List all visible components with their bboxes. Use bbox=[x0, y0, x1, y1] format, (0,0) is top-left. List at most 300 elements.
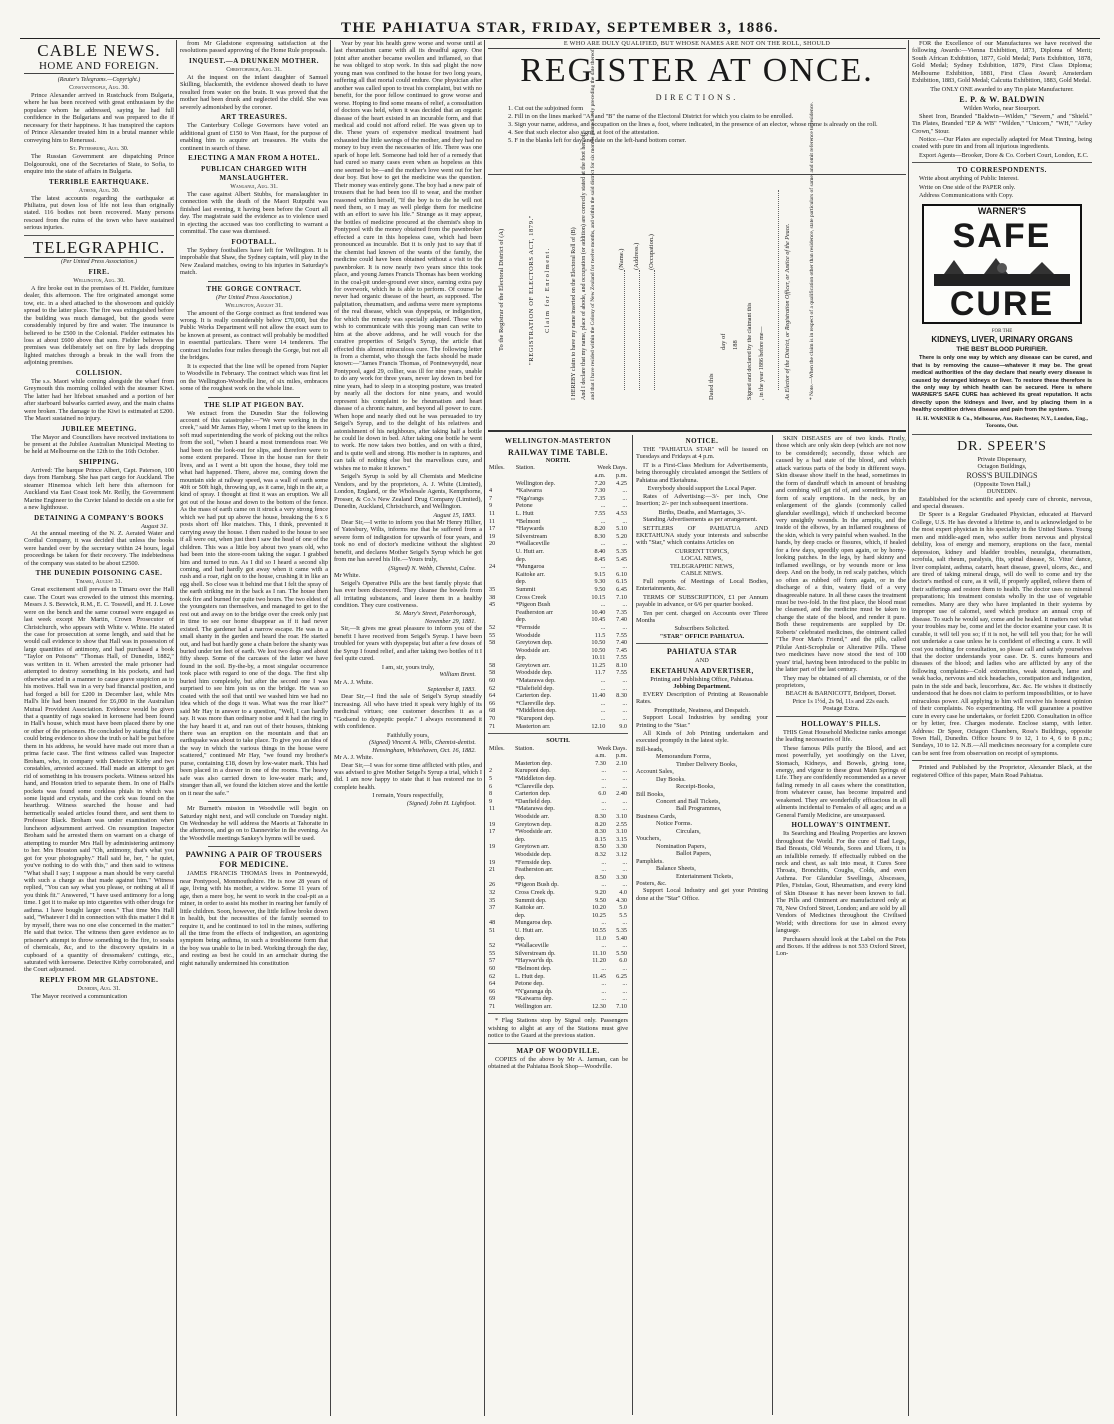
form-elector-field bbox=[778, 190, 779, 390]
register-step: 1. Cut out the subjoined form bbox=[508, 105, 584, 112]
timetable-row bbox=[488, 950, 628, 958]
dateline: Athens, Aug. 30. bbox=[78, 187, 120, 194]
section-title-cable-news: CABLE NEWS. bbox=[37, 41, 161, 60]
headline: FIRE. bbox=[88, 267, 110, 276]
timetable-ampm: p.m. bbox=[615, 472, 627, 480]
timetable-cell: 8.40 bbox=[594, 547, 606, 555]
timetable-cell: Woodside arr. bbox=[514, 813, 550, 821]
timetable-row bbox=[488, 548, 628, 556]
notice-paragraph: Support Local Industries by sending your Printing to the "Star." bbox=[636, 714, 768, 729]
timetable-cell: ... bbox=[622, 699, 627, 707]
printing-items-list bbox=[636, 746, 768, 888]
timetable-cell: *Fernside bbox=[515, 623, 541, 631]
timetable-row bbox=[488, 639, 628, 647]
timetable-cell: 8.20 bbox=[594, 525, 606, 533]
headline: ART TREASURES. bbox=[220, 113, 288, 122]
letter-body: Dear Sir,—I was for some time afflicted with piles, and was advised to give Mother Seigel's Syrup a trial, which I did. I am now happy to state that it has restored me to complete health. bbox=[334, 761, 482, 791]
timetable-cell: *Wallaceville bbox=[514, 942, 549, 950]
timetable-cell: 5.0 bbox=[619, 904, 627, 912]
form-act-title: "REGISTRATION OF ELECTORS ACT, 1879." bbox=[528, 214, 535, 366]
timetable-row bbox=[488, 897, 628, 905]
timetable-cell: 6.25 bbox=[616, 972, 627, 980]
timetable-cell: 7.30 bbox=[595, 759, 606, 767]
section-rule bbox=[208, 281, 300, 282]
article-paragraph: Year by year his health grew worse and worse until at last rheumatism came with all its dreadful agony. One joint after another became swollen and inflamed, so that he was obliged to stop work. In this sad plight the now young man was confined to the house for two long years, suffering all that mortal could endure. One physician after another was called upon to treat his complaint, but with no benefit, for the poor fellow continued to grow worse and worse. Hoping to find some means of relief, a consultation of doctors was held, when it was decided that an organic disease of the heart existed in an incurable form, and that medical aid could not afford relief. He was given up to die. These years of expensive medical treatment had exhausted the little savings of the mother, and they had no money to buy even the necessaries of life. There was one spark of hope left. Someone had told her of a remedy that had cured so many cases even when as hopeless as this one seemed to be—and the mother's love went out for her dear boy. But how to get the medicine was the question. Their money was entirely gone. The boy had a new pair of trousers that he had been too ill to wear, and the mother reasoned within herself, "If the boy is to die he will not need them, so I may as well pledge them for medicine with an effort to save his life." Strange as it may appear, the bottles of medicine procured at the chemist's shop in Pontypool with the money obtained from the pawnbroker effected a cure in this hopeless case, which had been pronounced as incurable. But it is only just to say that if the chemist had known of the wants of the family, the medicine could have been obtained without a visit to the pawnbroker. It is now nearly two years since this took place, and young James Francis Thomas has been working in the coal-pit under-ground ever since, earning extra pay for overwork, which he is able to perform. Of course he never had organic disease of the heart, as supposed. The palpitation, rheumatism, and asthma were mere symptoms of the real disease, which was dyspepsia, or indigestion, for which the remedy was specially adapted. Those who wish to communicate with this young man can write to him at the above address, and he will vouch for the curative properties of Seigel's Syrup, the article that effected this almost miraculous cure. The following letter is from a chemist, who though the facts should be made known:—"James Francis Thomas, of Pontnewynydd, near Pontypool, aged 29, collier, was ill for nine years, unable to do any work for three years, never lay down in bed for nine years, had to sleep in a stooping posture, was treated by nearly all the doctors for nine years, and would represent his complaint to be rheumatism and heart disease of a chronic nature, and beyond all power to cure. When hope and nearly died out he was persuaded to try Seigel's Syrup, and to the delight of his relatives and astonishment of his neighbours, after taking half a bottle he could lie down in bed. After taking one bottle he went to work. He now takes two bottles, and on with a third, and is quite well and strong. His mother is in raptures, and can talk of nothing else but the marvellous cure, and wishes me to make it known." bbox=[334, 40, 482, 472]
timetable-cell: Greytown arr. bbox=[515, 661, 551, 669]
timetable-cell: 10.25 bbox=[592, 911, 606, 919]
headline: TERRIBLE EARTHQUAKE. bbox=[49, 177, 149, 186]
column-6 bbox=[912, 40, 1092, 1416]
timetable-row bbox=[488, 919, 628, 927]
timetable-cell: 11.10 bbox=[592, 949, 606, 957]
headline: INQUEST.—A DRUNKEN MOTHER. bbox=[189, 56, 319, 65]
notice-paragraph: Ten per cent. charged on Accounts over Three Months bbox=[636, 609, 768, 624]
timetable-cell: 7.20 bbox=[594, 479, 606, 487]
timetable-cell: 9 bbox=[489, 797, 493, 805]
star-heading: Printing and Publishing Office, Pahiatua. bbox=[650, 675, 754, 683]
timetable-cell: 3.10 bbox=[616, 828, 627, 836]
form-dated: Dated this bbox=[708, 373, 715, 400]
timetable-cell bbox=[488, 548, 515, 556]
timetable-row bbox=[488, 616, 628, 624]
timetable-cell: dep. bbox=[514, 911, 526, 919]
timetable-cell: 58 bbox=[489, 661, 496, 669]
timetable-cell: Woodside arr. bbox=[515, 646, 550, 654]
timetable-cell: 7.30 bbox=[594, 487, 606, 495]
timetable-cell: *Haywar'ds dp. bbox=[514, 957, 554, 965]
timetable-cell: ... bbox=[600, 601, 606, 609]
ad-headline: THE BEST BLOOD PURIFIER. bbox=[956, 346, 1048, 354]
timetable-cell: 12.30 bbox=[592, 1002, 606, 1010]
timetable-row bbox=[488, 624, 628, 632]
form-occupation-label: (Occupation.) bbox=[648, 234, 655, 270]
timetable-head: Week Days. bbox=[597, 744, 627, 752]
notice-paragraph: IT is a First-Class Medium for Advertisements, being thoroughly circulated amongst the Settlers of Pahiatua and Eketahuna. bbox=[636, 461, 768, 484]
timetable-cell: 11 bbox=[489, 510, 495, 518]
timetable-cell: ... bbox=[622, 919, 627, 927]
timetable-cell: 5.50 bbox=[616, 949, 627, 957]
timetable-cell: ... bbox=[622, 782, 627, 790]
timetable-cell: 7.55 bbox=[616, 669, 627, 677]
timetable-row bbox=[488, 828, 628, 836]
timetable-cell: 11.0 bbox=[595, 934, 606, 942]
article-paragraph: The amount of the Gorge contract as first tendered was wrong. It is really considerably below £70,000, but the Public Works Department will not allow the exact sum to be known at present, as contract will probably be modified in essential particulars. There were 14 tenderers. The contract includes four miles through the Gorge, but not all the bridges. bbox=[180, 309, 328, 362]
timetable-row bbox=[488, 866, 628, 874]
printing-item: Pamphlets. bbox=[636, 857, 664, 865]
timetable-cell: ... bbox=[622, 502, 627, 510]
speer-heading: DR. SPEER'S bbox=[957, 438, 1047, 454]
printing-item: Concert and Ball Tickets, bbox=[656, 798, 721, 806]
timetable-cell: 45 bbox=[489, 601, 496, 609]
timetable-row bbox=[488, 669, 628, 677]
star-heading: Jobbing Department. bbox=[673, 683, 731, 691]
timetable-cell: 62 bbox=[489, 972, 496, 980]
timetable-cell: ... bbox=[622, 866, 627, 874]
timetable-south-table bbox=[488, 745, 628, 1011]
timetable-cell: ... bbox=[601, 858, 606, 866]
timetable-cell: 8.30 bbox=[616, 692, 627, 700]
timetable-row bbox=[488, 495, 628, 503]
timetable-row bbox=[488, 510, 628, 518]
timetable-row bbox=[488, 790, 628, 798]
timetable-cell: Woodside dep. bbox=[514, 851, 552, 858]
timetable-cell: ... bbox=[601, 995, 606, 1003]
section-rule bbox=[488, 1043, 628, 1044]
timetable-cell: ... bbox=[601, 964, 606, 972]
timetable-cell: 9.20 bbox=[595, 888, 606, 896]
timetable-cell: Summit dep. bbox=[514, 896, 547, 904]
dateline: Wellington, August 31. bbox=[225, 302, 283, 309]
article-paragraph: Seigel's Syrup is sold by all Chemists and Medicine Vendors, and by the proprietors, A. J. White (Limited), London, England, or the Wholesale Agents, Kempthorne, Prosser, & Co.'s New Zealand Drug Company (Limited), Dunedin, Auckland, Christchurch, and Wellington. bbox=[334, 473, 482, 511]
column-divider bbox=[330, 40, 331, 1416]
skin-column bbox=[776, 435, 906, 1415]
timetable-cell: 12.10 bbox=[591, 722, 606, 730]
timetable-row bbox=[488, 935, 628, 943]
form-bottom-rule bbox=[488, 430, 906, 432]
timetable-cell: Woodside dep. bbox=[515, 669, 553, 677]
timetable bbox=[488, 435, 628, 1415]
notice-paragraph: Support Local Industry and get your Printing done at the "Star" Office. bbox=[636, 887, 768, 902]
register-step: 2. Fill in on the lines marked "A" and "B" the name of the Electoral District for which you claim to be enrolled. bbox=[508, 113, 794, 120]
article-paragraph: We extract from the Dunedin Star the following account of this catastrophe:—"We were working in the creek," said Mr James Hay, whom I met up to the knees in soft mud superintending the work of picking out the relics from the soil, "when I heard a most tremendous roar. We had been on the look-out for slips, and therefore were to some extent prepared. Those in the house ran for their lives, and as I went a bit upon the house, they told me what had happened. There, above me, coming down the mountain side at railway speed, was a wall of earth some 40ft or 50ft high, throwing up, as it came, high in the air, a kind of spray. I thought at first it was an eruption. We all got out of the house and down to the bottom of the fence. As the mass of earth came on it struck a very strong fence which we had put up above the house, breaking the 6 x 6 posts short off like matches. This, I think, prevented it carrying away the house. I then rushed to the house to see if all were out, when just then I saw the head of one of the children. This was a little boy about two years old, who had been into the store-room taking the sugar. I grabbed him and turned to run. As I did so I heard a second slip coming, and had hardly got away when it came with a rush and a roar, right on to the house, crushing it in like an egg shell. So close was it behind me that I felt the spray of the earth striking me in the back as I ran. The house then took fire and burned for quite two hours. The two eldest of the youngsters ran themselves, and managed to get to the rest out and away on to the bridge over the creek only just in time to see our home disappear as if it had never existed. The gardener had a narrow escape. He was in a small shanty in the garden and heard the roar. He started out, and had but hardly gone a chain before the shanty was buried under ten feet of earth. We lost two dogs and about fifty sheep. Some of the carcases of the latter we have found in the soil. By-the-by, a most singular occurrence took place with regard to one of the dogs. The first slip buried him completely, but after the second one I was surprised to see him join us on the bridge. He was so coated with the soil that until we washed him we had no idea which of the dogs it was. What was the roar like?" said Mr Hay in answer to a question, "Well, I can hardly say. It was more than ordinary noise and it had the ring in the hay heard it at, and ran out of their houses, thinking there was an eruption on the mountain and that an earthquake was about to take place. To give you an idea of the way in which the various things in the house were scattered," continued Mr Hay, "we found my brother's purse, containing £18, down by low-water mark. This had been placed in a drawer in one of the rooms. The heavy safe was also carried down to low-water mark; and, stranger than all, we found the kitchen stove and the kettle on it near the safe." bbox=[180, 409, 328, 797]
timetable-row bbox=[488, 571, 628, 579]
timetable-cell: ... bbox=[601, 775, 606, 783]
ad-cure: CURE bbox=[949, 284, 1055, 323]
column-2 bbox=[180, 40, 328, 1416]
timetable-cell: 7.55 bbox=[616, 654, 627, 662]
timetable-cell: 20 bbox=[489, 540, 496, 548]
ad-paragraph: Write on One side of the PAPER only. bbox=[919, 183, 1016, 191]
timetable-cell: 5.10 bbox=[616, 525, 627, 533]
timetable-cell: *Kaiwarra bbox=[515, 487, 542, 495]
form-signed: Signed and declared by the claimant this bbox=[747, 302, 753, 400]
ad-heading: Wilden Works, near Stourport. bbox=[963, 105, 1041, 113]
timetable-cell: Silverstream bbox=[515, 532, 548, 540]
timetable-row bbox=[488, 594, 628, 602]
timetable-row bbox=[488, 874, 628, 882]
timetable-cell: 11.40 bbox=[591, 692, 606, 700]
timetable-cell: ... bbox=[600, 517, 606, 525]
timetable-cell: 8.45 bbox=[594, 555, 606, 563]
timetable-cell: *Kaiwarra dep. bbox=[514, 995, 554, 1003]
letter-signature: (Signed) N. Webb, Chemist, Calne. bbox=[388, 564, 476, 572]
timetable-cell: 9.30 bbox=[594, 578, 606, 586]
timetable-cell: Wellington arr. bbox=[514, 1002, 552, 1010]
timetable-cell: Featherston arr bbox=[515, 608, 554, 616]
credit-line: (Per United Press Association.) bbox=[61, 258, 137, 265]
article-paragraph: The latest accounts regarding the earthquake at Philiatra, put down loss of life not less than originally stated. 116 bodies not been recovered. Many persons rescued from the ruins of the town who have sustained serious injuries. bbox=[24, 194, 174, 232]
timetable-ampm: a.m. bbox=[595, 752, 606, 760]
timetable-row bbox=[488, 525, 628, 533]
headline: JUBILEE MEETING. bbox=[61, 424, 137, 433]
form-top-rule bbox=[488, 174, 906, 175]
ad-heading: HOLLOWAY'S PILLS. bbox=[801, 719, 881, 728]
notice-paragraph: Everybody should support the Local Paper. bbox=[647, 485, 757, 493]
timetable-cell: 52 bbox=[489, 942, 496, 950]
timetable-cell: ... bbox=[601, 987, 606, 995]
timetable-cell: 19 bbox=[489, 820, 496, 828]
timetable-cell: 4.30 bbox=[616, 896, 627, 904]
timetable-cell: 58 bbox=[489, 639, 496, 647]
timetable-cell: 10.20 bbox=[592, 904, 606, 912]
timetable-cell: 9.15 bbox=[594, 570, 606, 578]
printing-item: Memorandum Forms, bbox=[656, 753, 711, 761]
timetable-cell: 26 bbox=[489, 881, 496, 889]
ad-paragraph: FOR the Excellence of our Manufactures we have received the following Awards:—Vienna Exhibition, 1873, Diploma of Merit; South African Exhibition, 1877, Gold Medal; Paris Exhibition, 1878, Gold Medal; Sydney Exhibition, 1879, First Class Diploma; Melbourne Exhibition, 1881, First Class Award; Amsterdam Exhibition, 1883, Gold Medal; Calcutta Exhibition, 1883, Gold Medal. bbox=[912, 40, 1092, 85]
section-rule bbox=[636, 643, 768, 644]
timetable-row bbox=[488, 798, 628, 806]
timetable-cell: 9 bbox=[489, 502, 493, 510]
star-heading: AND bbox=[695, 657, 709, 665]
timetable-cell: 4.0 bbox=[619, 888, 627, 896]
column-divider bbox=[632, 435, 633, 1415]
letter-address: St. Mary's Street, Peterborough, bbox=[395, 610, 476, 618]
timetable-cell: *Clareville dep. bbox=[515, 699, 556, 707]
printing-item: Account Sales, bbox=[636, 768, 674, 776]
timetable-row bbox=[488, 904, 628, 912]
timetable-cell bbox=[488, 616, 515, 624]
timetable-cell: 57 bbox=[489, 957, 496, 965]
article-paragraph: At the inquest on the infant daughter of Samuel Skilling, blacksmith, the evidence showed death to have resulted from water on the brain. It was proved that the mother had been drunk and neglected the child. She was severely admonished by the coroner. bbox=[180, 73, 328, 111]
printing-item: Notice Forms. bbox=[656, 820, 693, 828]
timetable-cell: Featherston arr. bbox=[514, 866, 554, 874]
ad-heading: E. P. & W. BALDWIN bbox=[959, 95, 1045, 105]
timetable-row bbox=[488, 775, 628, 783]
timetable-row bbox=[488, 707, 628, 715]
timetable-cell bbox=[488, 836, 514, 844]
ad-paragraph: Price 1s 1½d, 2s 9d, 11s and 22s each. bbox=[792, 697, 890, 705]
timetable-cell: 10.55 bbox=[592, 926, 606, 934]
timetable-cell: *N'garanga dp. bbox=[514, 987, 553, 995]
dateline: St. Petersburg, Aug. 30. bbox=[69, 146, 129, 153]
form-year: 188 bbox=[732, 340, 739, 350]
timetable-cell: 68 bbox=[489, 707, 496, 715]
timetable-cell bbox=[488, 571, 515, 579]
article-paragraph: At the annual meeting of the N. Z. Aerated Water and Cordial Company, it was decided that unless the books were handed over by the secretary within 24 hours, legal proceedings be taken for their recovery. The indebtedness of the company was stated to be about £2500. bbox=[24, 530, 174, 567]
timetable-cell: 19 bbox=[489, 858, 496, 866]
ad-paragraph: Established for the scientific and speedy cure of chronic, nervous, and special diseases. bbox=[912, 495, 1092, 510]
ad-paragraph: Postage Extra. bbox=[822, 705, 860, 713]
timetable-cell: 8.20 bbox=[595, 820, 606, 828]
speer-heading: ROSS'S BUILDINGS bbox=[966, 470, 1038, 480]
timetable-south: SOUTH. bbox=[546, 737, 570, 745]
printing-item: Bill-heads, bbox=[636, 745, 664, 753]
timetable-row bbox=[488, 767, 628, 775]
notice-paragraph: TERMS OF SUBSCRIPTION, £1 per Annum payable in advance, or 6/6 per quarter booked. bbox=[636, 593, 768, 609]
timetable-cell: 35 bbox=[489, 896, 496, 904]
notice-paragraph: All Kinds of Job Printing undertaken and executed promptly in the latest style. bbox=[636, 729, 768, 745]
printing-item: Ball Programmes, bbox=[676, 805, 722, 813]
letter-recipient: Mr White. bbox=[334, 572, 361, 580]
timetable-cell: ... bbox=[622, 601, 627, 609]
timetable-subtitle: RAILWAY TIME TABLE. bbox=[508, 448, 608, 457]
column-divider bbox=[908, 40, 909, 1416]
timetable-cell: 11.5 bbox=[594, 631, 606, 639]
notice-paragraph: "STAR" OFFICE PAHIATUA. bbox=[659, 632, 745, 640]
timetable-cell: ... bbox=[600, 715, 606, 723]
timetable-cell: 62 bbox=[489, 684, 496, 692]
ad-paragraph: The ONLY ONE awarded to any Tin plate Manufacturer. bbox=[930, 85, 1074, 93]
timetable-cell: 5.35 bbox=[616, 547, 627, 555]
ad-paragraph: Write about anything of Public Interest. bbox=[919, 175, 1019, 183]
register-top-line: E WHO ARE DULY QUALIFIED, BUT WHOSE NAMES ARE NOT ON THE ROLL, SHOULD bbox=[488, 40, 906, 49]
timetable-row bbox=[488, 715, 628, 723]
timetable-cell: ... bbox=[601, 797, 606, 805]
form-hereby: I HEREBY claim to have my name inserted on the Electoral Roll of (B) bbox=[571, 227, 577, 400]
timetable-row bbox=[488, 677, 628, 685]
register-steps bbox=[508, 105, 906, 145]
printing-item: Bill Books, bbox=[636, 790, 665, 798]
timetable-cell bbox=[488, 609, 515, 617]
timetable-cell: ... bbox=[622, 494, 627, 502]
timetable-cell: 8.50 bbox=[595, 873, 606, 881]
ad-paragraph: Notice.—Our Plates are especially adapted for Meat Tinning, being coated with pure tin and from all injurious ingredients. bbox=[912, 135, 1092, 151]
form-signed-year: , in the year 1886 before me— bbox=[759, 326, 765, 400]
ad-paragraph: Export Agents—Brooker, Dore & Co. Corbert Court, London, E.C. bbox=[919, 151, 1089, 159]
timetable-row bbox=[488, 973, 628, 981]
printing-item: Entertainment Tickets, bbox=[676, 872, 734, 880]
timetable-cell: ... bbox=[600, 699, 606, 707]
timetable-cell: ... bbox=[622, 677, 627, 685]
ad-paragraph: THIS Great Household Medicine ranks amongst the leading necessaries of life. bbox=[776, 728, 906, 744]
timetable-cell: ... bbox=[601, 782, 606, 790]
timetable-cell: 66 bbox=[489, 699, 496, 707]
headline: SHIPPING. bbox=[78, 457, 120, 466]
section-subtitle: HOME AND FOREIGN. bbox=[24, 60, 174, 74]
timetable-row bbox=[488, 912, 628, 920]
timetable-cell: 11.25 bbox=[591, 661, 606, 669]
timetable-cell: 7.40 bbox=[616, 616, 627, 624]
timetable-cell: ... bbox=[622, 805, 627, 813]
timetable-cell: 58 bbox=[489, 669, 496, 677]
article-paragraph: The s.s. Maori while coming alongside the wharf from Greymouth this morning collided with the steamer Kiwi. The latter had her lifeboat smashed and a portion of her after starboard bulwarks carried away, and the main chains were broken. The damage to the Kiwi is estimated at £200. The Maori sustained no injury. bbox=[24, 377, 174, 423]
timetable-cell: *Matarawa dep. bbox=[514, 805, 555, 813]
headline: FOOTBALL. bbox=[231, 237, 277, 246]
timetable-north-rows bbox=[488, 480, 628, 731]
timetable-cell: dep. bbox=[515, 654, 527, 662]
timetable-cell: dep. bbox=[514, 835, 526, 843]
timetable-cell: ... bbox=[600, 684, 606, 692]
timetable-cell: 71 bbox=[489, 722, 496, 730]
timetable-cell: 6.45 bbox=[616, 585, 627, 593]
safe-illustration bbox=[934, 256, 1070, 286]
ad-paragraph: These famous Pills purify the Blood, and act most powerfully, yet soothingly on the Liver, Stomach, Kidneys, and Bowels, giving tone, energy, and vigour to these great Main Springs of Life. They are confidently recommended as a never failing remedy in all cases where the constitution, from whatever cause, has become impaired and weakened. They are wonderfully efficacious in all ailments incidental to Females of all ages; and as a General Family Medicine, are unsurpassed. bbox=[776, 744, 906, 819]
timetable-cell: 7.10 bbox=[616, 1002, 627, 1010]
timetable-cell: *Clareville dep. bbox=[514, 782, 555, 790]
timetable-cell: 19 bbox=[489, 843, 496, 851]
headline: THE SLIP AT PIGEON BAY. bbox=[203, 400, 304, 409]
timetable-cell: Woodside bbox=[515, 631, 541, 639]
timetable-row bbox=[488, 632, 628, 640]
timetable-row bbox=[488, 805, 628, 813]
letter-signature: William Brent. bbox=[439, 671, 476, 679]
printing-item: Day Books. bbox=[656, 775, 686, 783]
masthead-rule bbox=[20, 38, 1100, 39]
timetable-cell: *Pigeon Bush bbox=[515, 601, 551, 609]
timetable-row bbox=[488, 988, 628, 996]
timetable-row bbox=[488, 609, 628, 617]
timetable-row bbox=[488, 487, 628, 495]
ad-paragraph: They may be obtained of all chemists, or of the proprietors, bbox=[776, 674, 906, 689]
timetable-cell: 8.30 bbox=[595, 828, 606, 836]
article-paragraph: Great excitement still prevails in Timaru over the Hall case. The Court was crowded to the utmost this morning. Messrs J. S. Beswick, R.M., E. C. Tosswill, and H. J. Lowe were on the bench and the same counsel were engaged as last week except Mr Martin, Crown Prosecutor of Christchurch, who appears with White v. White. He stated the case for prosecution at some length, and said that he would call evidence to show that Hall was in possession of large quantities of antimony, and had purchased a book "Taylor on Poisons" "Thomas Hall, of Dunedin, 1882," was written in it. When arrested the male prisoner had attempted to destroy something in his pockets, and had otherwise acted in a manner to cause grave suspicion as to his motives. Hall was in a very bad financial position, and had forged a bill for £200 in December last, while Mrs Hall's life had been insured for £6,000 in the Australian Mutual Provident Association. Evidence would be given that a quantity of rags soaked in kerosene had been found in Hall's house, which must have been placed there by one or other of the prisoners. He concluded by stating that if he could bring evidence to show the truth or half be put before them in his address, he would have made out more than a prima facie case. The first witness called was Inspector Broham, who, in company with Detective Kirby and two constables, arrested accused. Hall made an attempt to get rid of something in his trousers pockets. Witness seized his hand, and Houston tried to separate them. In one of Hall's pockets was found some corkless phials in which was some liquid and crystals, and the cork was found on the hearthrug. Witness searched the house and had hermetically sealed articles found there, and sent them to Professor Black. Broham was under examination when luncheon adjournment arrived. On resumption Inspector Broham said he arrested them on warrant on a charge of attempting to murder Mrs Hall by administering antimony to her. Mrs Houston said "Oh, antimony, that's what you got for your photography." Hall said he, her, " he quiet, you've nothing to do with this," and then said to witness "What shall I say; I suppose a man should be very careful with such a charge as that made against him." Witness replied, "You can say what you please, or nothing at all if you think fit." Answered, "I have used antimony for a long time. I got it to make up into cigarettes with other drugs for asthma. I have bought larger ones." That time Mrs Hall said, "Whatever I did in connection with this matter I did it by myself, there was no one else concerned in the matter." He said that twice. The witness then gave evidence as to prisoner's attempt to throw something to the fire, to soaks of chemicals, &c, and to the discovery upstairs in a cupboard of a quantity of dressmakers' cuttings, etc., saturated with kerosene. Detective Kirby corroborated, and the Court adjourned. bbox=[24, 586, 174, 974]
timetable-cell: ... bbox=[601, 767, 606, 775]
letter-body: Dear Sir,—I write to inform you that Mr Henry Hillier, of Yatesbury, Wilts, informs me that he suffered from a severe form of indigestion for upwards of four years, and took no end of doctor's medicine without the slightest benefit, and declares Mother Seigel's Syrup which he got from me has saved his life.—Yours truly, bbox=[334, 519, 482, 564]
timetable-cell: Masterton arr. bbox=[515, 722, 551, 730]
printing-item: Ballot Papers, bbox=[676, 850, 712, 858]
timetable-cell: 2.40 bbox=[616, 790, 627, 798]
letter-recipient: Mr A. J. White. bbox=[334, 754, 374, 762]
timetable-cell: *Dalefield dep. bbox=[515, 684, 554, 692]
timetable-row bbox=[488, 556, 628, 564]
notice-paragraph: Subscribers Solicited. bbox=[674, 625, 730, 633]
form-occupation-field bbox=[654, 270, 655, 390]
register-step: 3. Sign your name, address, and occupation on the lines a, foot, where indicated, in the presence of an elector, whose name is already on the roll. bbox=[508, 121, 878, 128]
timetable-cell: 5 bbox=[489, 775, 493, 783]
timetable-cell: Kuruponi dep. bbox=[514, 767, 551, 775]
timetable-cell: Masterton dep. bbox=[514, 759, 553, 767]
section-rule bbox=[912, 162, 1092, 163]
timetable-cell bbox=[488, 556, 515, 564]
timetable-cell: U. Hutt arr. bbox=[514, 926, 544, 934]
section-rule bbox=[24, 235, 174, 236]
timetable-head: Week Days. bbox=[597, 464, 627, 472]
timetable-cell: 7.10 bbox=[616, 593, 627, 601]
article-paragraph: The Russian Government are dispatching Prince Dolgourouki, one of the Secretaries of State, to Sofia, to enquire into the state of affairs in Bulgaria. bbox=[24, 153, 174, 176]
ad-paragraph: SKIN DISEASES are of two kinds. Firstly, those which are only skin deep (which are not now to be considered); secondly, those which are caused by a bad state of the blood, and which attack various parts of the body in different ways. Skin disease show itself in the head, sometimes in the form of dandruff which in amount of brushing and combing will get rid of, and sometimes in the form of scaly eruptions. In the neck, by an enlargement of the glands (commonly called glandular swellings), which if unchecked become very unsightly wounds. In the armpits, and the inside of the elbows, by an inflamed roughness of the skin, which is very painful when washed. In the hands, by deep cracks or fissures, which, if healed for a few days, speedily open again, or by horny-looking patches. In the legs, by hard skinny and inflamed swellings, or by wounds more or less deep. And on the body, in red scaly patches, which so often as rubbed off form again, or in the discharge of a thin, watery fluid of a very disagreeable nature. In all these cases the treatment must be two-fold. In the first place, the blood must be cleansed, and the medicine must be taken to change the state of the blood, and render it pure. Both these requirements are supplied by Dr. Roberts' celebrated medicines, the ointment called "The Poor Man's Friend," and the pills, called Pilulæ Anti-Scrophulæ or Alterative Pills. These two medicines have now stood the test of 100 years' trial, having been introduced to the public in the latter part of the last century. bbox=[776, 435, 906, 674]
column-3 bbox=[334, 40, 482, 1416]
map-text: COPIES of the above by Mr A. Jarman, can be obtained at the Pahiatua Book Shop—Woodville. bbox=[488, 1055, 628, 1071]
timetable-cell bbox=[488, 851, 514, 859]
headline: PAWNING A PAIR OF TROUSERS FOR MEDICINE. bbox=[185, 850, 323, 870]
timetable-cell: 7.55 bbox=[616, 631, 627, 639]
timetable-head: Miles. bbox=[489, 744, 505, 752]
ad-paragraph: BEACH & BARNICOTT, Bridport, Dorset. bbox=[785, 690, 897, 698]
notice-heading: NOTICE. bbox=[685, 437, 719, 445]
timetable-cell: ... bbox=[600, 502, 606, 510]
timetable-cell bbox=[488, 935, 514, 943]
notice-topic: CABLE NEWS. bbox=[681, 570, 723, 578]
timetable-cell: 2 bbox=[489, 767, 493, 775]
timetable-cell: Cross Creek dp. bbox=[514, 888, 555, 896]
timetable-cell: 19 bbox=[489, 532, 496, 540]
letter-signature: (Signed) John H. Lightfoot. bbox=[406, 799, 476, 807]
timetable-cell: dep. bbox=[514, 934, 526, 942]
headline: COLLISION. bbox=[75, 368, 123, 377]
timetable-cell: *Kuruponi dep. bbox=[515, 715, 555, 723]
timetable-cell: 32 bbox=[489, 888, 496, 896]
timetable-cell: 3.30 bbox=[616, 873, 627, 881]
ad-brand: WARNER'S bbox=[977, 205, 1027, 216]
timetable-cell: ... bbox=[601, 980, 606, 988]
column-divider bbox=[176, 40, 177, 1416]
timetable-cell: *Pigeon Bush dp. bbox=[514, 881, 559, 889]
timetable-row bbox=[488, 518, 628, 526]
timetable-row bbox=[488, 533, 628, 541]
timetable-row bbox=[488, 859, 628, 867]
timetable-cell: 51 bbox=[489, 926, 496, 934]
column-divider bbox=[484, 40, 485, 1416]
timetable-cell: ... bbox=[622, 881, 627, 889]
article-paragraph: A fire broke out in the premises of H. Fielder, furniture dealer, this afternoon. The fire originated amongst some tow, etc. in a shed attached to the showroom and quickly spread to the latter place. The fire was extinguished before the building was much damaged, but the goods were considerably injured by fire and water. The insurance is believed to be £500 in the Colonial. Fielder estimates his loss at about £600 above that sum. Fielder believes the premises was deliberately set on fire by lads dropping lighted matches through a break in the wall from the adjoining premises. bbox=[24, 284, 174, 367]
speer-heading: Octagon Buildings, bbox=[977, 463, 1027, 471]
star-heading: EKETAHUNA ADVERTISER, bbox=[650, 666, 754, 675]
dateline: Constantinople, Aug. 30. bbox=[69, 85, 129, 91]
notice-paragraph: Rates of Advertising:—3/- per inch, One Insertion; 2/- per inch subsequent insertions. bbox=[636, 492, 768, 508]
timetable-cell: dep. bbox=[515, 578, 527, 586]
timetable-cell: dep. bbox=[515, 616, 527, 624]
speer-heading: (Opposite Town Hall,) bbox=[973, 480, 1031, 488]
